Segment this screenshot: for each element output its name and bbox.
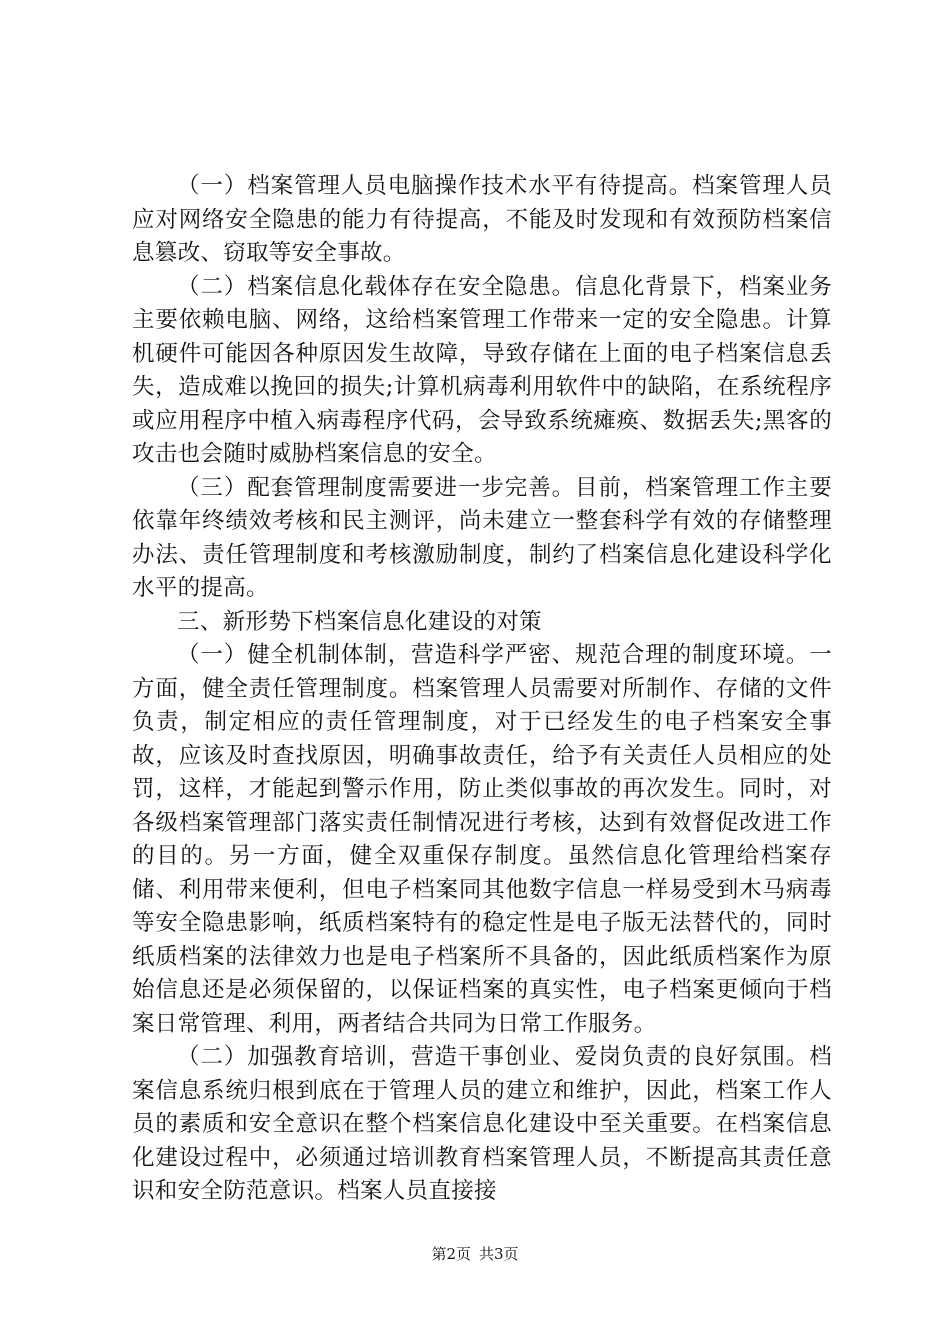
section-heading-countermeasures: 三、新形势下档案信息化建设的对策 (177, 608, 542, 635)
document-body (132, 170, 832, 1209)
paragraph-mechanism-system: （一）健全机制体制，营造科学严密、规范合理的制度环境。一方面，健全责任管理制度。档案管理人员需要对所制作、存储的文件负责，制定相应的责任管理制度，对于已经发生的电子档案安全事故，应该及时查找原因，明确事故责任，给予有关责任人员相应的处罚，这样，才能起到警示作用，防止类似事故的再次发生。同时，对各级档案管理部门落实责任制情况进行考核，达到有效督促改进工作的目的。另一方面，健全双重保存制度。虽然信息化管理给档案存储、利用带来便利，但电子档案同其他数字信息一样易受到木马病毒等安全隐患影响，纸质档案特有的稳定性是电子版无法替代的，同时纸质档案的法律效力也是电子档案所不具备的，因此纸质档案作为原始信息还是必须保留的，以保证档案的真实性，电子档案更倾向于档案日常管理、利用，两者结合共同为日常工作服务。 (132, 642, 832, 1037)
paragraph-staff-skills: （一）档案管理人员电脑操作技术水平有待提高。档案管理人员应对网络安全隐患的能力有待提高，不能及时发现和有效预防档案信息篡改、窃取等安全事故。 (132, 173, 832, 266)
paragraph-education-training: （二）加强教育培训，营造干事创业、爱岗负责的良好氛围。档案信息系统归根到底在于管理人员的建立和维护，因此，档案工作人员的素质和安全意识在整个档案信息化建设中至关重要。在档案信息化建设过程中，必须通过培训教育档案管理人员，不断提高其责任意识和安全防范意识。档案人员直接接 (132, 1044, 832, 1204)
paragraph-management-system: （三）配套管理制度需要进一步完善。目前，档案管理工作主要依靠年终绩效考核和民主测评，尚未建立一整套科学有效的存储整理办法、责任管理制度和考核激励制度，制约了档案信息化建设科学化水平的提高。 (132, 474, 832, 601)
page-total: 共3页 (479, 1245, 519, 1263)
page-footer (0, 1244, 950, 1264)
paragraph-carrier-risks: （二）档案信息化载体存在安全隐患。信息化背景下，档案业务主要依赖电脑、网络，这给档案管理工作带来一定的安全隐患。计算机硬件可能因各种原因发生故障，导致存储在上面的电子档案信息丢失，造成难以挽回的损失;计算机病毒利用软件中的缺陷，在系统程序或应用程序中植入病毒程序代码，会导致系统瘫痪、数据丢失;黑客的攻击也会随时威胁档案信息的安全。 (132, 273, 832, 467)
page-number: 第2页 (431, 1245, 471, 1263)
